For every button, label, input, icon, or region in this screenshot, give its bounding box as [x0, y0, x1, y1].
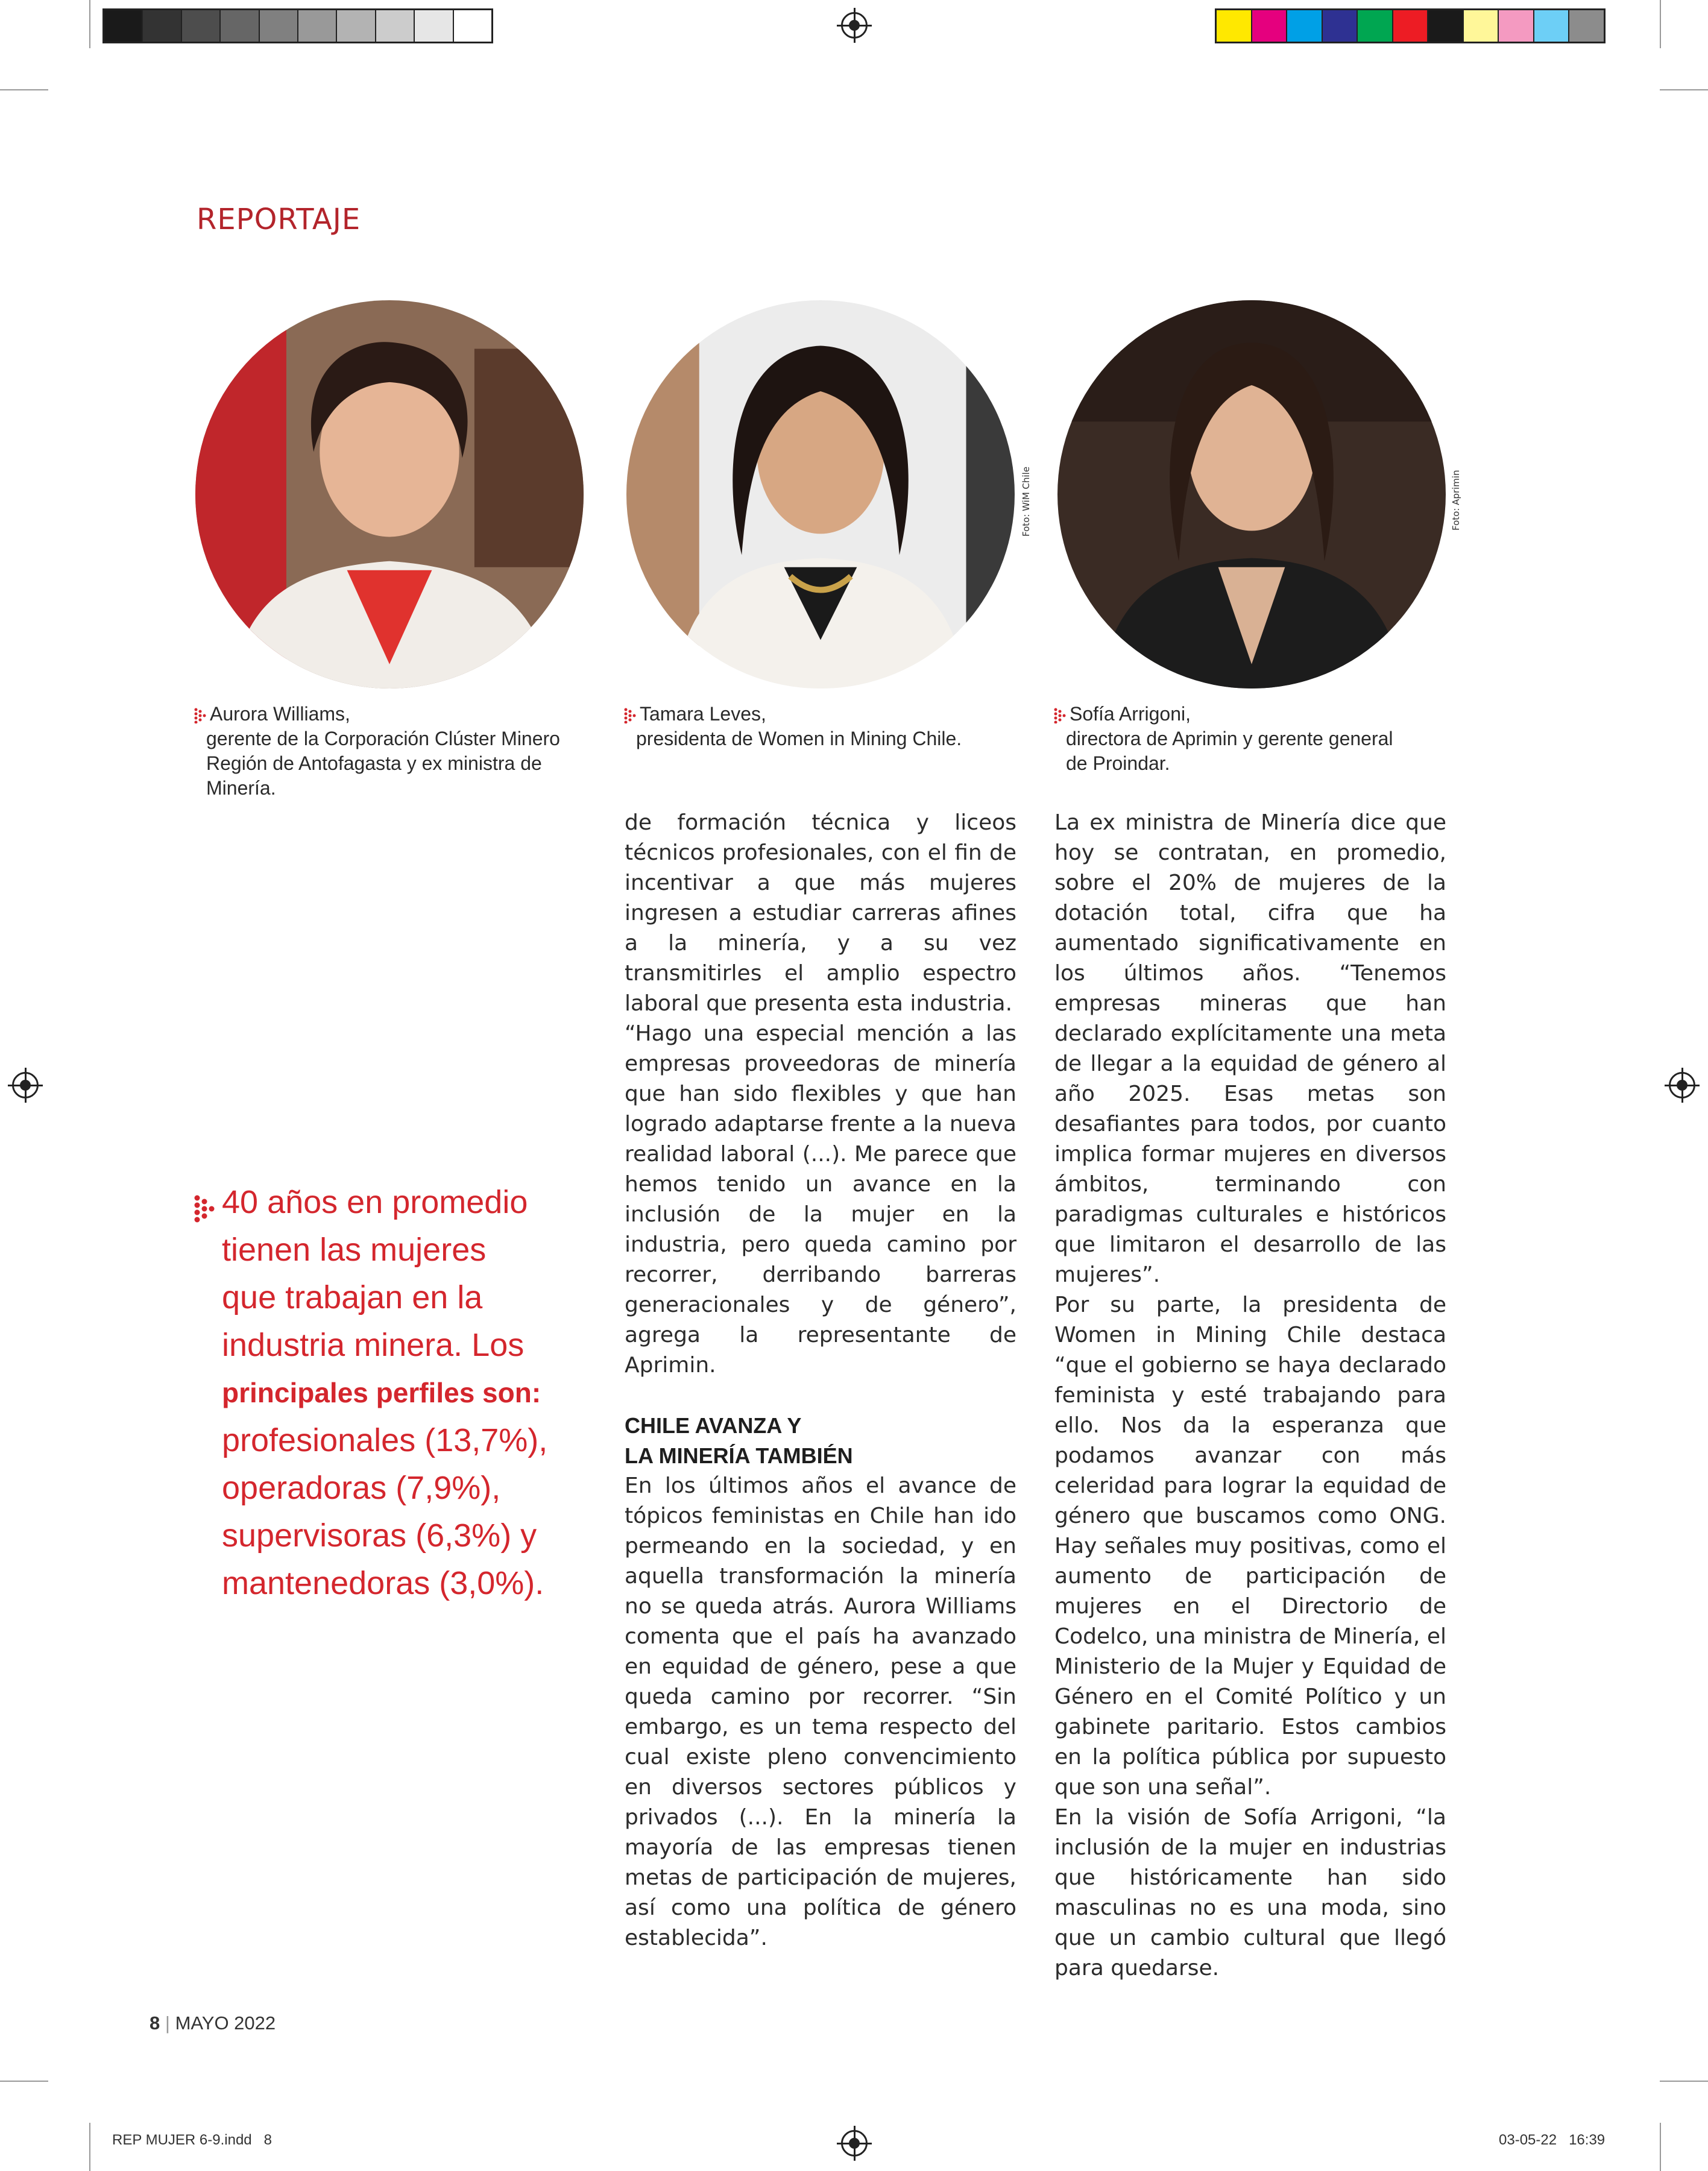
- pull-quote-line: supervisoras (6,3%) y: [222, 1517, 537, 1554]
- portrait-photo-sofia-arrigoni: [1057, 300, 1446, 688]
- article-column-middle: [625, 808, 1016, 1953]
- color-swatch: [1358, 10, 1393, 42]
- portrait-photo-aurora-williams: [195, 300, 584, 688]
- caption-name: Aurora Williams,: [194, 702, 592, 726]
- folio-separator: |: [165, 2012, 170, 2034]
- bullet-dots-icon: [1054, 708, 1067, 723]
- crop-mark: [1660, 89, 1708, 90]
- crop-mark: [0, 89, 48, 90]
- slug-filename: REP MUJER 6-9.indd 8: [112, 2132, 272, 2148]
- crop-mark: [1660, 0, 1661, 48]
- folio-date: MAYO 2022: [175, 2012, 276, 2034]
- crop-mark: [1660, 2081, 1708, 2082]
- body-paragraph: de formación técnica y liceos técnicos profesionales, con el fin de incentivar a que más mujeres ingresen a estudiar carreras afines a la minería, y a su vez transmitirles el amplio espectro laboral que presenta esta industria.: [625, 810, 1016, 1016]
- color-swatch: [260, 10, 298, 42]
- body-paragraph: La ex ministra de Minería dice que hoy se contratan, en promedio, sobre el 20% de mujeres de la dotación total, cifra que ha aumentado significativamente en los últimos años. “Tenemos empresas mineras que han declarado explícitamente una meta de llegar a la equidad de género al año 2025. Esas metas son desafiantes para todos, por cuanto implica formar mujeres en diversos ámbitos, terminando con paradigmas culturales e históricos que limitaron el desarrollo de las mujeres”.: [1054, 810, 1446, 1287]
- color-swatch: [376, 10, 415, 42]
- page-number: 8: [150, 2012, 160, 2034]
- color-swatch: [1569, 10, 1604, 42]
- color-swatch: [298, 10, 337, 42]
- bullet-dots-icon: [194, 708, 207, 723]
- body-paragraph: En la visión de Sofía Arrigoni, “la inclusión de la mujer en industrias que históricamente han sido masculinas no es una moda, sino que un cambio cultural que llegó para quedarse.: [1054, 1805, 1446, 1980]
- crop-mark: [0, 2081, 48, 2082]
- pull-quote: [194, 1179, 608, 1607]
- color-swatch: [182, 10, 221, 42]
- caption-aurora-williams: Aurora Williams, gerente de la Corporación Clúster Minero Región de Antofagasta y ex ministra de Minería.: [194, 702, 592, 801]
- color-swatch: [1252, 10, 1288, 42]
- pull-quote-line: profesionales (13,7%),: [222, 1422, 548, 1458]
- portrait-photo-tamara-leves: [626, 300, 1015, 688]
- pull-quote-line: industria minera. Los: [222, 1327, 525, 1363]
- registration-mark-left-icon: [12, 1072, 39, 1098]
- pull-quote-line: que trabajan en la: [222, 1279, 483, 1316]
- color-swatch: [1217, 10, 1252, 42]
- color-swatch: [454, 10, 491, 42]
- color-swatch: [104, 10, 143, 42]
- crop-mark: [89, 2123, 90, 2171]
- subheading: CHILE AVANZA Y LA MINERÍA TAMBIÉN: [625, 1413, 853, 1468]
- pull-quote-line: mantenedoras (3,0%).: [222, 1565, 544, 1601]
- color-swatch: [1287, 10, 1323, 42]
- caption-name: Sofía Arrigoni,: [1054, 702, 1452, 726]
- caption-tamara-leves: Tamara Leves, presidenta de Women in Mining Chile.: [624, 702, 1022, 751]
- color-swatch: [1534, 10, 1570, 42]
- bullet-dots-icon: [624, 708, 637, 723]
- body-paragraph: “Hago una especial mención a las empresas proveedoras de minería que han sido flexibles y que han logrado adaptarse frente a la nueva realidad laboral (...). Me parece que hemos tenido un avance en la inclusión de la mujer en la industria, pero queda camino por recorrer, derribando barreras generacionales y de género”, agrega la representante de Aprimin.: [625, 1021, 1016, 1378]
- page-folio: [150, 2012, 276, 2034]
- caption-name: Tamara Leves,: [624, 702, 1022, 726]
- body-paragraph: Por su parte, la presidenta de Women in Mining Chile destaca “que el gobierno se haya declarado feminista y esté trabajando para ello. Nos da la esperanza que podamos avanzar con más celeridad para lograr la equidad de género que buscamos como ONG. Hay señales muy positivas, como el aumento de participación de mujeres en el Directorio de Codelco, una ministra de Minería, el Ministerio de la Mujer y Equidad de Género en el Comité Político y un gabinete paritario. Estos cambios en la política pública por supuesto que son una señal”.: [1054, 1293, 1446, 1800]
- color-swatch: [221, 10, 259, 42]
- registration-mark-right-icon: [1669, 1072, 1695, 1098]
- section-label: REPORTAJE: [197, 203, 361, 236]
- color-swatch: [1499, 10, 1534, 42]
- pull-quote-line: 40 años en promedio: [222, 1184, 528, 1220]
- registration-mark-bottom-icon: [841, 2130, 868, 2157]
- process-color-bar: [1215, 8, 1606, 43]
- article-column-right: [1054, 808, 1446, 1984]
- crop-mark: [89, 0, 90, 48]
- photo-credit-aprimin: Foto: Aprimin: [1451, 470, 1461, 531]
- color-swatch: [1428, 10, 1464, 42]
- registration-mark-top-icon: [841, 12, 868, 39]
- pull-quote-line: tienen las mujeres: [222, 1232, 487, 1268]
- color-swatch: [143, 10, 181, 42]
- slug-timestamp: 03-05-22 16:39: [1499, 2132, 1606, 2148]
- color-swatch: [337, 10, 376, 42]
- body-paragraph: En los últimos años el avance de tópicos feministas en Chile han ido permeando en la sociedad, y en aquella transformación la minería no se queda atrás. Aurora Williams comenta que el país ha avanzado en equidad de género, pese a que queda camino por recorrer. “Sin embargo, es un tema respecto del cual existe pleno convencimiento en diversos sectores públicos y privados (...). En la minería la mayoría de las empresas tienen metas de participación de mujeres, así como una política de género establecida”.: [625, 1473, 1016, 1950]
- caption-sofia-arrigoni: Sofía Arrigoni, directora de Aprimin y gerente general de Proindar.: [1054, 702, 1452, 776]
- photo-credit-wim-chile: Foto: WiM Chile: [1021, 466, 1032, 537]
- color-swatch: [1464, 10, 1499, 42]
- color-swatch: [415, 10, 453, 42]
- pull-quote-emphasis: principales perfiles son:: [222, 1377, 541, 1408]
- grayscale-color-bar: [102, 8, 493, 43]
- crop-mark: [1660, 2123, 1661, 2171]
- color-swatch: [1393, 10, 1429, 42]
- color-swatch: [1323, 10, 1358, 42]
- pull-quote-line: operadoras (7,9%),: [222, 1470, 501, 1506]
